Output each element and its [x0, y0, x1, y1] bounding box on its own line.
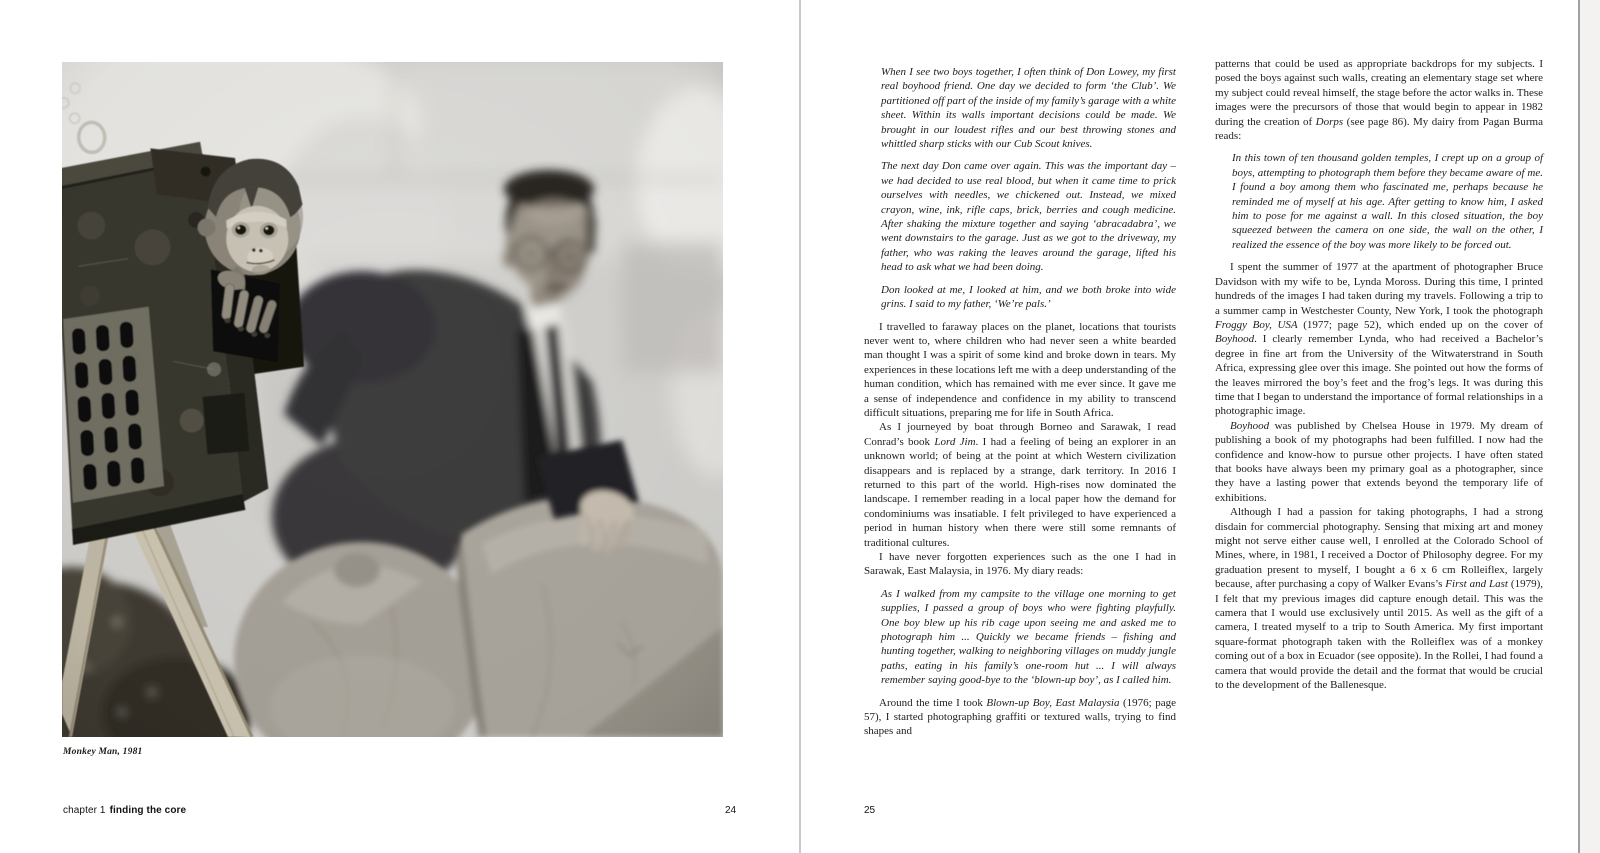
- body-paragraph: patterns that could be used as appropriate backdrops for my subjects. I posed the boys against such walls, creating an elementary stage set where my subject could reveal himself, the stage before the actor walks in. These images were the precursors of those that would begin to appear in 1982 during the creation of Dorps (see page 86). My dairy from Pagan Burma reads:: [1215, 58, 1543, 143]
- diary-quote-paragraph: In this town of ten thousand golden temples, I crept up on a group of boys, attempting to photograph them before they became aware of me. I found a boy among them who fascinated me, perhaps because he reminded me of myself at his age. After getting to know him, I asked him to pose for me against a wall. In this closed situation, the boy squeezed between the camera on one side, the wall on the other, I realized the essence of the boy was more likely to be forced out.: [1232, 152, 1543, 251]
- chapter-number: chapter 1: [63, 805, 106, 816]
- diary-quote-paragraph: Don looked at me, I looked at him, and we both broke into wide grins. I said to my father, ‘We’re pals.’: [881, 283, 1176, 311]
- diary-quote-paragraph: When I see two boys together, I often think of Don Lowey, my first real boyhood friend. One day we decided to form ‘the Club’. We partitioned off part of the inside of my family’s garage with a white sheet. Within its walls important decisions could be made. We brought in our loudest rifles and our best throwing stones and whittled sharp sticks with our Cub Scout knives.: [881, 66, 1176, 151]
- body-paragraph: I travelled to faraway places on the planet, locations that tourists never went to, where children who had never seen a white bearded man thought I was a spirit of some kind and broke down in tears. My experiences in these locations left me with a deep understanding of the human condition, which has remained with me ever since. It gave me a sense of independence and confidence in my ability to transcend difficult situations, preparing me for life in South Africa.: [864, 320, 1176, 419]
- chapter-title: finding the core: [109, 805, 187, 816]
- page-edge-strip: [1580, 0, 1600, 853]
- page-gutter-divider: [799, 0, 801, 853]
- body-paragraph: Around the time I took Blown-up Boy, East Malaysia (1976; page 57), I started photographing graffiti or textured walls, trying to find shapes and: [864, 696, 1177, 738]
- page-number-left: 24: [725, 805, 737, 816]
- body-paragraph: I spent the summer of 1977 at the apartment of photographer Bruce Davidson with my wife to be, Lynda Moross. During this time, I printed hundreds of the images I had taken during my travels. Following a trip to a summer camp in Westchester County, New York, I took the photograph Froggy Boy, USA (1977; page 52), which ended up on the cover of Boyhood. I clearly remember Lynda, who had received a Bachelor’s degree in fine art from the University of the Witwaterstrand in South Africa, expressing glee over this image. She pointed out how the forms of the leaves mirrored the boy’s feet and the frog’s legs. It was during this time that I began to understand the importance of formal relationships in a photographic image.: [1215, 261, 1543, 418]
- text-column-left: [864, 57, 1176, 739]
- diary-quote-paragraph: As I walked from my campsite to the village one morning to get supplies, I passed a group of boys who were fighting playfully. One boy blew up his rib cage upon seeing me and asked me to photograph him ... Quickly we became friends – fishing and hunting together, walking to neighboring villages on muddy jungle paths, eating in his family’s one-room hut ... I will always remember saying good-bye to the ‘blown-up boy’, as I called him.: [881, 587, 1176, 687]
- text-column-right: [1215, 57, 1543, 692]
- page-number-right: 25: [864, 805, 876, 816]
- monkey-man-photo-art: [62, 62, 723, 737]
- body-paragraph: I have never forgotten experiences such as the one I had in Sarawak, East Malaysia, in 1976. My diary reads:: [864, 551, 1176, 578]
- photo-caption: Monkey Man, 1981: [63, 747, 143, 757]
- footer-chapter: [63, 805, 186, 817]
- monkey-man-photograph: [62, 62, 723, 737]
- body-paragraph: As I journeyed by boat through Borneo and Sarawak, I read Conrad’s book Lord Jim. I had a feeling of being an explorer in an unknown world; of being at the point at which Western civilization disappears and is replaced by a strange, dark territory. In 2016 I returned to this part of the world. High-rises now dominated the landscape. I remember reading in a local paper how the demand for condominiums was insatiable. I felt privileged to have experienced a period in human history when there were still some remnants of traditional cultures.: [864, 421, 1176, 549]
- body-paragraph: Boyhood was published by Chelsea House in 1979. My dream of publishing a book of my photographs had been fulfilled. I now had the confidence and know-how to pursue other projects. I have often stated that books have always been my primary goal as a photographer, since they have a lasting power that extends beyond the temporary life of exhibitions.: [1215, 419, 1543, 504]
- body-paragraph: Although I had a passion for taking photographs, I had a strong disdain for commercial photography. Sensing that mixing art and money might not serve either cause well, I enrolled at the Colorado School of Mines, where, in 1981, I received a Doctor of Philosophy degree. For my graduation present to myself, I bought a 6 x 6 cm Rolleiflex, largely because, after purchasing a copy of Walker Evans’s First and Last (1979), I felt that my previous images did capture enough detail. This was the camera that I would use exclusively until 2015. As well as the gift of a camera, I treated myself to a trip to South America. My first important square-format photograph taken with the Rolleiflex was of a monkey coming out of a box in Ecuador (see opposite). In the Rollei, I had found a camera that would provide the detail and the format that would be crucial to the development of the Ballenesque.: [1215, 506, 1543, 692]
- diary-quote-paragraph: The next day Don came over again. This was the important day – we had decided to use real blood, but when it came time to prick ourselves with needles, we chickened out. Instead, we mixed crayon, wine, ink, rifle caps, brick, berries and cough medicine. After shaking the mixture together and saying ‘abracadabra’, we went downstairs to the garage. Just as we got to the driveway, my father, who was raking the leaves around the garage, lifted his head to ask what we had been doing.: [881, 160, 1176, 274]
